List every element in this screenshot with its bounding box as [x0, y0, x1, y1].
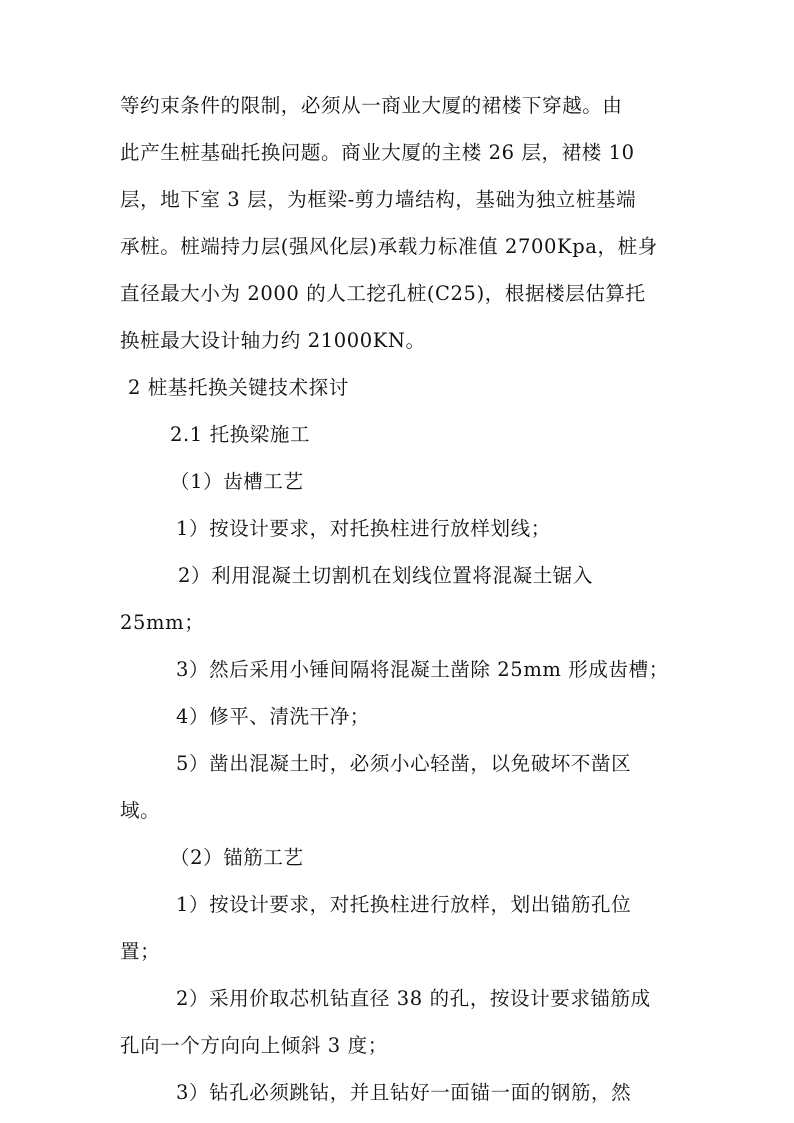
- list-item-continuation: 25mm；: [120, 611, 205, 634]
- list-item-continuation: 域。: [120, 799, 161, 822]
- paragraph-line-4: 承桩。桩端持力层(强风化层)承载力标准值 2700Kpa，桩身: [120, 235, 658, 258]
- list-item: 5）凿出混凝土时，必须小心轻凿，以免破坏不凿区: [176, 752, 632, 775]
- step-heading-1: （1）齿槽工艺: [170, 470, 304, 493]
- list-item: 2）利用混凝土切割机在划线位置将混凝土锯入: [178, 564, 594, 587]
- list-item: 2）采用价取芯机钻直径 38 的孔，按设计要求锚筋成: [176, 987, 651, 1010]
- list-item: 4）修平、清洗干净；: [176, 705, 370, 728]
- list-item-continuation: 孔向一个方向向上倾斜 3 度；: [120, 1034, 388, 1057]
- paragraph-line-5: 直径最大小为 2000 的人工挖孔桩(C25)，根据楼层估算托: [120, 282, 646, 305]
- paragraph-line-2: 此产生桩基础托换问题。商业大厦的主楼 26 层，裙楼 10: [120, 141, 635, 164]
- paragraph-line-3: 层，地下室 3 层，为框梁-剪力墙结构，基础为独立桩基端: [120, 188, 637, 211]
- paragraph-line-6: 换桩最大设计轴力约 21000KN。: [120, 329, 426, 352]
- list-item: 3）然后采用小锤间隔将混凝土凿除 25mm 形成齿槽；: [176, 658, 669, 681]
- list-item: 1）按设计要求，对托换柱进行放样划线；: [176, 517, 551, 540]
- paragraph-line-1: 等约束条件的限制，必须从一商业大厦的裙楼下穿越。由: [120, 94, 623, 117]
- list-item: 1）按设计要求，对托换柱进行放样，划出锚筋孔位: [176, 893, 632, 916]
- subsection-heading: 2.1 托换梁施工: [170, 423, 311, 446]
- list-item-continuation: 置；: [120, 940, 161, 963]
- section-heading: 2 桩基托换关键技术探讨: [128, 376, 349, 399]
- list-item: 3）钻孔必须跳钻，并且钻好一面锚一面的钢筋，然: [176, 1081, 632, 1104]
- step-heading-2: （2）锚筋工艺: [170, 846, 304, 869]
